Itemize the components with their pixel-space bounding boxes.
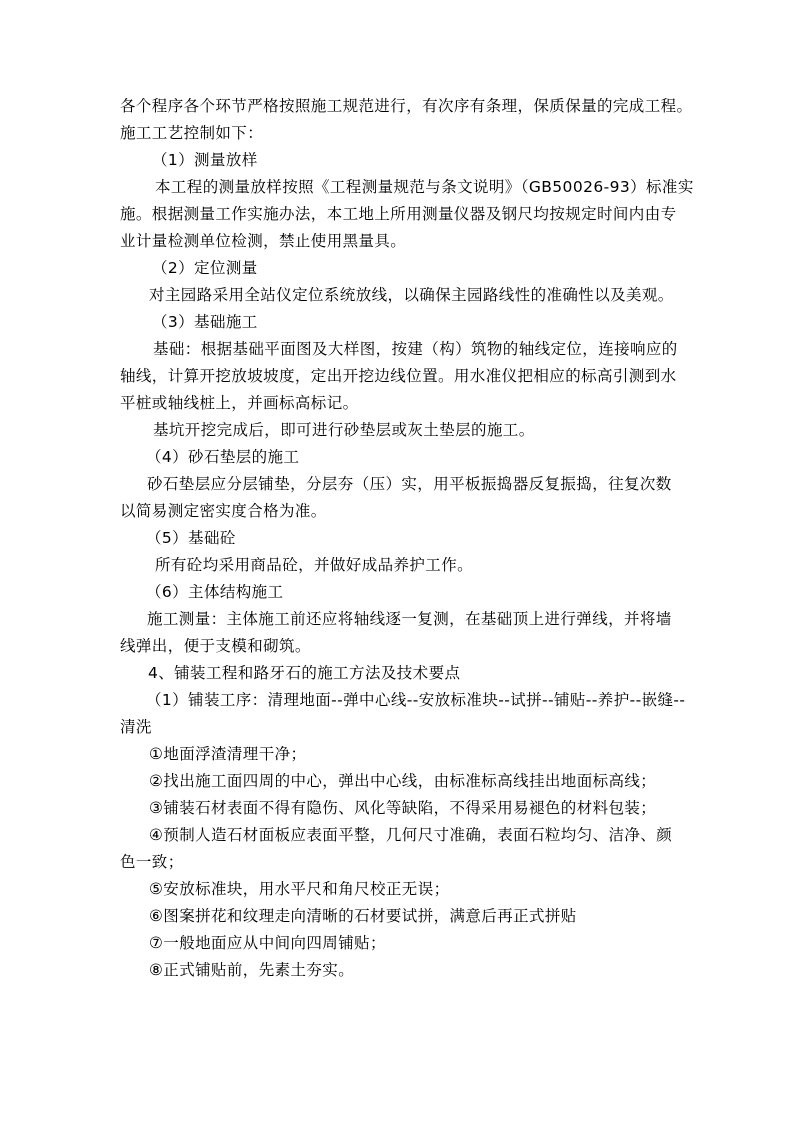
- text-line: 本工程的测量放样按照《工程测量规范与条文说明》（GB50026-93）标准实: [155, 178, 694, 196]
- text-line: 对主园路采用全站仪定位系统放线，以确保主园路线性的准确性以及美观。: [149, 286, 674, 304]
- text-line: 业计量检测单位检测，禁止使用黑量具。: [120, 232, 407, 250]
- list-item: ④预制人造石材面板应表面平整，几何尺寸准确，表面石粒均匀、洁净、颜: [149, 826, 673, 844]
- text-line: 清洗: [120, 718, 152, 736]
- section-heading: 4、铺装工程和路牙石的施工方法及技术要点: [148, 664, 461, 682]
- section-heading: （2）定位测量: [152, 259, 258, 277]
- list-item: ⑥图案拼花和纹理走向清晰的石材要试拼，满意后再正式拼贴: [149, 907, 577, 925]
- section-heading: （6）主体结构施工: [146, 583, 284, 601]
- list-item: ⑧正式铺贴前，先素土夯实。: [149, 961, 355, 979]
- text-line: 以简易测定密实度合格为准。: [120, 502, 327, 520]
- text-line: 线弹出，便于支模和砌筑。: [120, 637, 311, 655]
- list-item: ③铺装石材表面不得有隐伤、风化等缺陷，不得采用易褪色的材料包装；: [149, 799, 657, 817]
- text-line: 施工测量：主体施工前还应将轴线逐一复测，在基础顶上进行弹线，并将墙: [147, 610, 672, 628]
- section-heading: （4）砂石垫层的施工: [146, 448, 300, 466]
- text-line: 基坑开挖完成后，即可进行砂垫层或灰土垫层的施工。: [153, 421, 535, 439]
- text-line: 轴线，计算开挖放坡坡度，定出开挖边线位置。用水准仪把相应的标高引测到水: [120, 367, 677, 385]
- text-line: 基础：根据基础平面图及大样图，按建（构）筑物的轴线定位，连接响应的: [153, 340, 678, 358]
- list-item: ⑦一般地面应从中间向四周铺贴；: [149, 934, 386, 952]
- text-line: 砂石垫层应分层铺垫，分层夯（压）实，用平板振捣器反复振捣，往复次数: [147, 475, 672, 493]
- text-line: 平桩或轴线桩上，并画标高标记。: [120, 394, 359, 412]
- text-line: 施。根据测量工作实施办法，本工地上所用测量仪器及钢尺均按规定时间内由专: [120, 205, 677, 223]
- list-item: ②找出施工面四周的中心，弹出中心线，由标准标高线挂出地面标高线；: [149, 772, 657, 790]
- section-heading: （5）基础砼: [146, 529, 236, 547]
- section-heading: （3）基础施工: [152, 313, 258, 331]
- text-line: 各个程序各个环节严格按照施工规范进行，有次序有条理，保质保量的完成工程。: [120, 97, 693, 115]
- text-line: 色一致；: [120, 853, 184, 871]
- section-heading: （1）测量放样: [152, 151, 258, 169]
- list-item: ⑤安放标准块，用水平尺和角尺校正无误；: [149, 880, 450, 898]
- list-item: ①地面浮渣清理干净；: [149, 745, 307, 763]
- text-line: （1）铺装工序：清理地面--弹中心线--安放标准块--试拼--铺贴--养护--嵌缝--: [146, 691, 686, 709]
- text-line: 施工工艺控制如下：: [120, 124, 264, 142]
- text-line: 所有砼均采用商品砼，并做好成品养护工作。: [155, 556, 474, 574]
